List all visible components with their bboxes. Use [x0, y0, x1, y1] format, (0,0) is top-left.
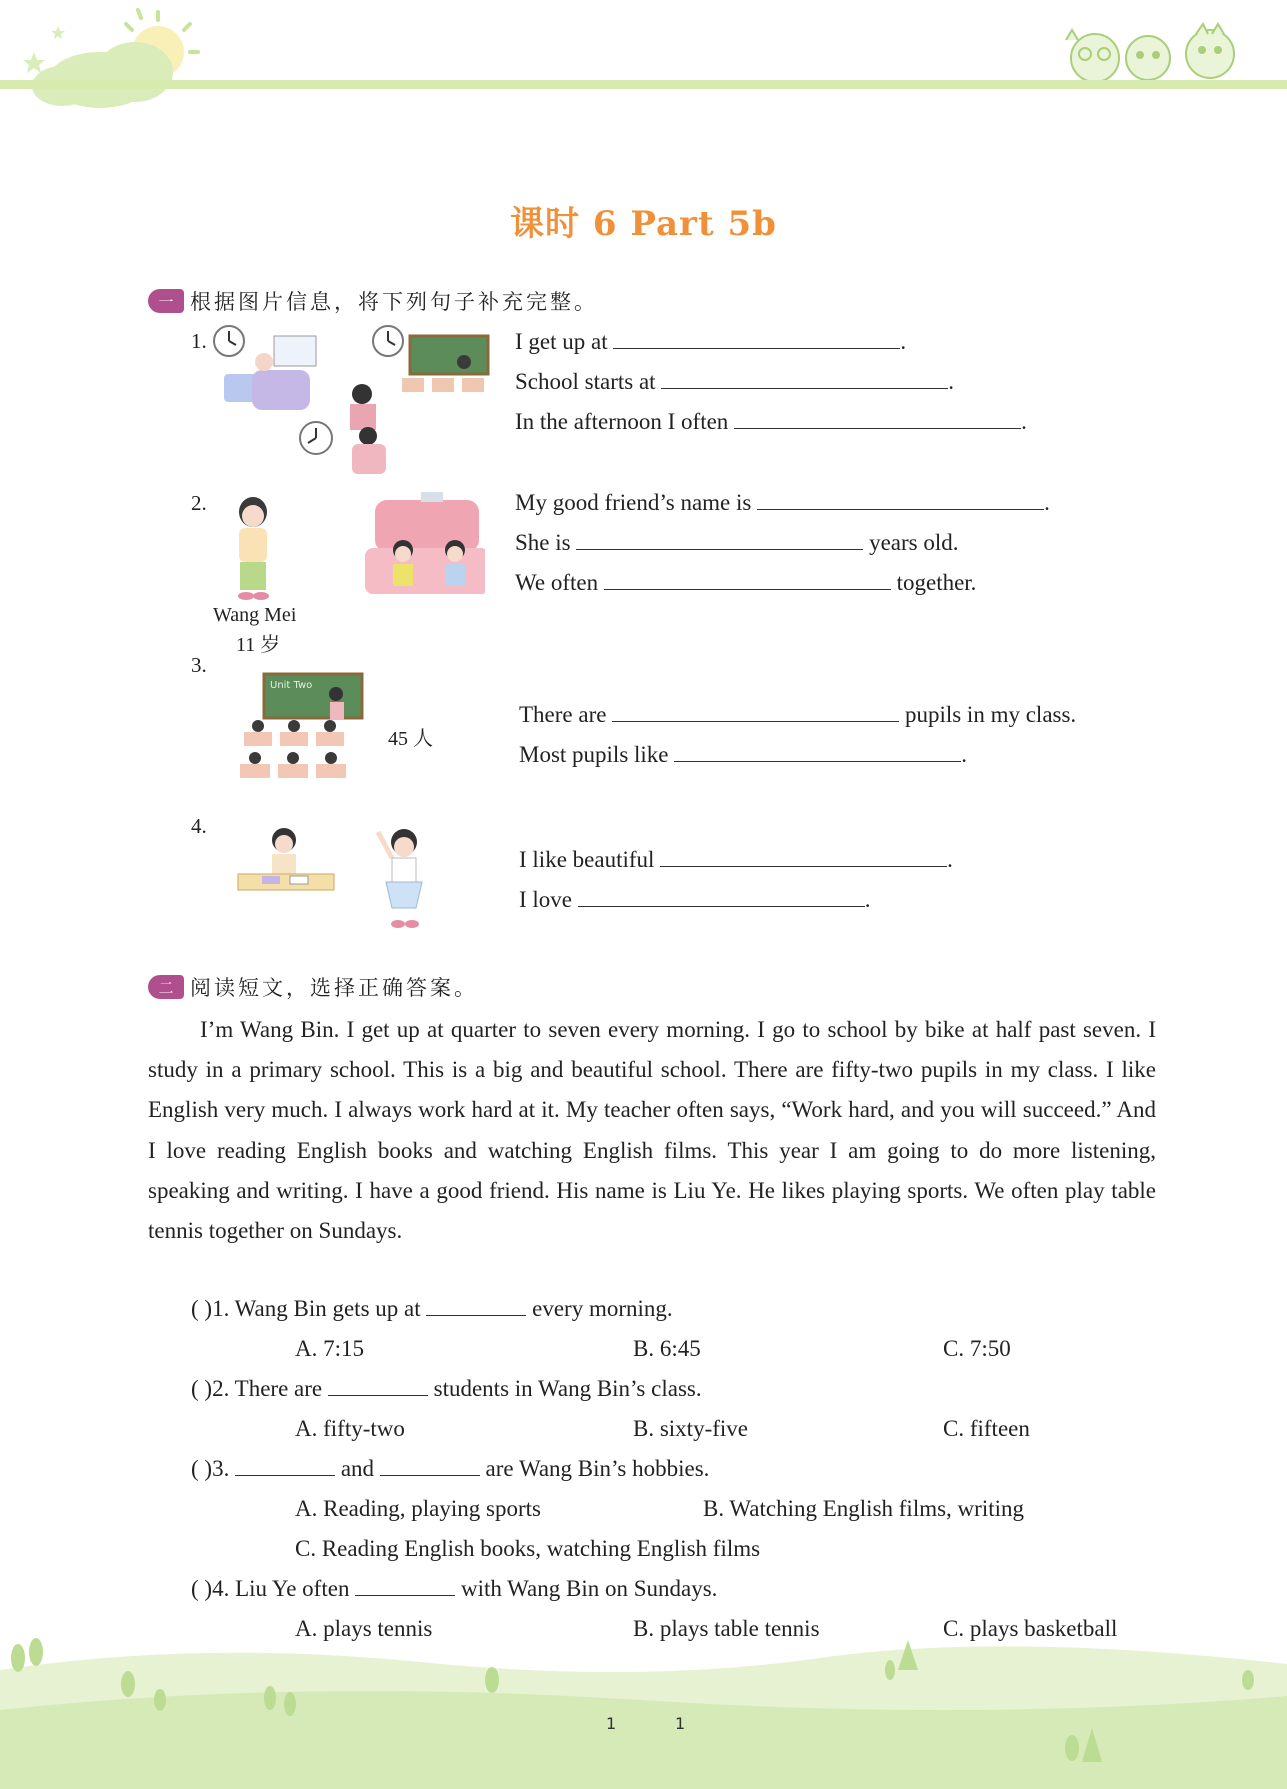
- drawing-and-singing-illustration: [236, 824, 436, 936]
- mcq-1-option-c[interactable]: C. 7:50: [943, 1336, 1011, 1361]
- mcq-4-stem-end: with Wang Bin on Sundays.: [460, 1576, 718, 1601]
- q1-line-2: [515, 369, 954, 395]
- answer-bracket[interactable]: ( ): [191, 1576, 213, 1601]
- mcq-1-blank: [426, 1296, 526, 1316]
- girl-drawing: [238, 828, 334, 890]
- q2-blank-3[interactable]: [604, 570, 891, 590]
- q2-line-2-end: years old.: [869, 530, 959, 555]
- q1-line-3: [515, 409, 1027, 435]
- mcq-4-stem: 4. Liu Ye often: [212, 1576, 350, 1601]
- q3-count-label: 45 人: [388, 728, 433, 750]
- cinema-seats: [365, 492, 485, 594]
- clock-icon: [300, 422, 332, 454]
- mcq-3: [191, 1456, 709, 1482]
- q3-blank-1[interactable]: [612, 702, 899, 722]
- q1-blank-1[interactable]: [613, 329, 900, 349]
- section-1-instruction: 根据图片信息，将下列句子补充完整。: [190, 290, 598, 314]
- answer-bracket[interactable]: ( ): [191, 1456, 213, 1481]
- mcq-2-stem: 2. There are: [212, 1376, 323, 1401]
- mcq-4-blank: [355, 1576, 455, 1596]
- q2-line-3: [515, 570, 976, 596]
- reading-passage: I’m Wang Bin. I get up at quarter to seven every morning. I go to school by bike at half past seven. I study in a primary school. This is a big and beautiful school. There are fifty-two pupils in my class. I like English very much. I always work hard at it. My teacher often says, “Work hard, and you will succeed.” And I love reading English books and watching English films. This year I am going to do more listening, speaking and writing. I have a good friend. His name is Liu Ye. He likes playing sports. We often play table tennis together on Sundays.: [148, 1017, 1156, 1244]
- q1-line-3-end: .: [1021, 409, 1027, 434]
- q2-line-2-text: She is: [515, 530, 571, 555]
- clock-icon: [373, 326, 403, 356]
- section-2-badge: 二: [148, 975, 184, 999]
- q3-line-1: [519, 702, 1076, 728]
- question-3-number: 3.: [191, 653, 207, 677]
- q1-line-1-text: I get up at: [515, 329, 608, 354]
- q1-line-2-text: School starts at: [515, 369, 656, 394]
- girl-figure: [238, 497, 269, 600]
- section-2-instruction: 阅读短文，选择正确答案。: [190, 976, 478, 1000]
- q2-line-2: [515, 530, 959, 556]
- mcq-1-option-a[interactable]: A. 7:15: [295, 1336, 364, 1361]
- mcq-2-option-a[interactable]: A. fifty-two: [295, 1416, 405, 1441]
- mcq-3-blank-1: [235, 1456, 335, 1476]
- q4-line-2-end: .: [864, 887, 871, 912]
- mcq-3-stem: 3.: [212, 1456, 230, 1481]
- mcq-2-option-b[interactable]: B. sixty-five: [633, 1416, 748, 1441]
- board-text: Unit Two: [270, 680, 313, 691]
- q2-blank-1[interactable]: [757, 490, 1044, 510]
- animal-faces-icon: [1066, 24, 1234, 82]
- mcq-2-blank: [328, 1376, 428, 1396]
- mcq-2-stem-end: students in Wang Bin’s class.: [433, 1376, 702, 1401]
- q1-blank-2[interactable]: [661, 369, 948, 389]
- q1-line-3-text: In the afternoon I often: [515, 409, 729, 434]
- sun-cloud-icon: [23, 10, 198, 108]
- q3-blank-2[interactable]: [674, 742, 961, 762]
- section-1-badge: 一: [148, 289, 184, 313]
- q1-line-2-end: .: [948, 369, 955, 394]
- q3-line-1-end: pupils in my class.: [904, 702, 1077, 727]
- page-number-left: 1: [606, 1714, 617, 1733]
- question-1-number: 1.: [191, 329, 207, 353]
- q3-line-2-end: .: [961, 742, 968, 767]
- q4-line-2-text: I love: [519, 887, 573, 912]
- mcq-1-stem: 1. Wang Bin gets up at: [212, 1296, 421, 1321]
- q2-caption-name: Wang Mei: [213, 604, 297, 626]
- lesson-title: 课时 6 Part 5b: [510, 204, 777, 244]
- header-divider: [0, 80, 1287, 89]
- mcq-4-option-c[interactable]: C. plays basketball: [943, 1616, 1118, 1641]
- q2-caption-age: 11 岁: [236, 634, 281, 656]
- section-2-heading: [148, 972, 478, 1002]
- q4-line-1-end: .: [947, 847, 953, 872]
- q1-line-1-end: .: [900, 329, 907, 354]
- section-1-heading: [148, 286, 598, 316]
- daily-routine-illustration: [212, 322, 498, 480]
- mcq-4-option-b[interactable]: B. plays table tennis: [633, 1616, 820, 1641]
- mcq-3-blank-2: [380, 1456, 480, 1476]
- answer-bracket[interactable]: ( ): [191, 1376, 213, 1401]
- mcq-3-stem-mid: and: [340, 1456, 375, 1481]
- q2-line-1-end: .: [1044, 490, 1050, 515]
- mcq-3-option-b[interactable]: B. Watching English films, writing: [703, 1496, 1024, 1521]
- mcq-3-option-a[interactable]: A. Reading, playing sports: [295, 1496, 541, 1521]
- girl-waving: [378, 829, 422, 928]
- q3-line-2: [519, 742, 967, 768]
- q2-line-3-text: We often: [515, 570, 599, 595]
- answer-bracket[interactable]: ( ): [191, 1296, 213, 1321]
- friends-illustration: [225, 490, 485, 610]
- mcq-2: [191, 1376, 702, 1402]
- mcq-1: [191, 1296, 673, 1322]
- mcq-3-stem-end: are Wang Bin’s hobbies.: [485, 1456, 710, 1481]
- q2-line-1-text: My good friend’s name is: [515, 490, 752, 515]
- question-4-number: 4.: [191, 814, 207, 838]
- q1-blank-3[interactable]: [734, 409, 1021, 429]
- q3-line-1-text: There are: [519, 702, 607, 727]
- q2-line-1: [515, 490, 1050, 516]
- q2-blank-2[interactable]: [576, 530, 863, 550]
- q4-blank-2[interactable]: [578, 887, 865, 907]
- q2-line-3-end: together.: [896, 570, 977, 595]
- mcq-1-option-b[interactable]: B. 6:45: [633, 1336, 701, 1361]
- classroom-illustration: [240, 672, 370, 794]
- q4-line-1: [519, 847, 953, 873]
- mcq-4-option-a[interactable]: A. plays tennis: [295, 1616, 433, 1641]
- question-2-number: 2.: [191, 491, 207, 515]
- header-decoration: [0, 0, 1287, 120]
- mcq-4: [191, 1576, 717, 1602]
- q3-line-2-text: Most pupils like: [519, 742, 669, 767]
- mcq-1-stem-end: every morning.: [532, 1296, 673, 1321]
- q4-line-2: [519, 887, 871, 913]
- mcq-2-option-c[interactable]: C. fifteen: [943, 1416, 1030, 1441]
- q4-blank-1[interactable]: [660, 847, 947, 867]
- mcq-3-option-c[interactable]: C. Reading English books, watching English films: [295, 1536, 761, 1561]
- clock-icon: [214, 326, 244, 356]
- q4-line-1-text: I like beautiful: [519, 847, 655, 872]
- page-number-right: 1: [675, 1714, 686, 1733]
- q1-line-1: [515, 329, 906, 355]
